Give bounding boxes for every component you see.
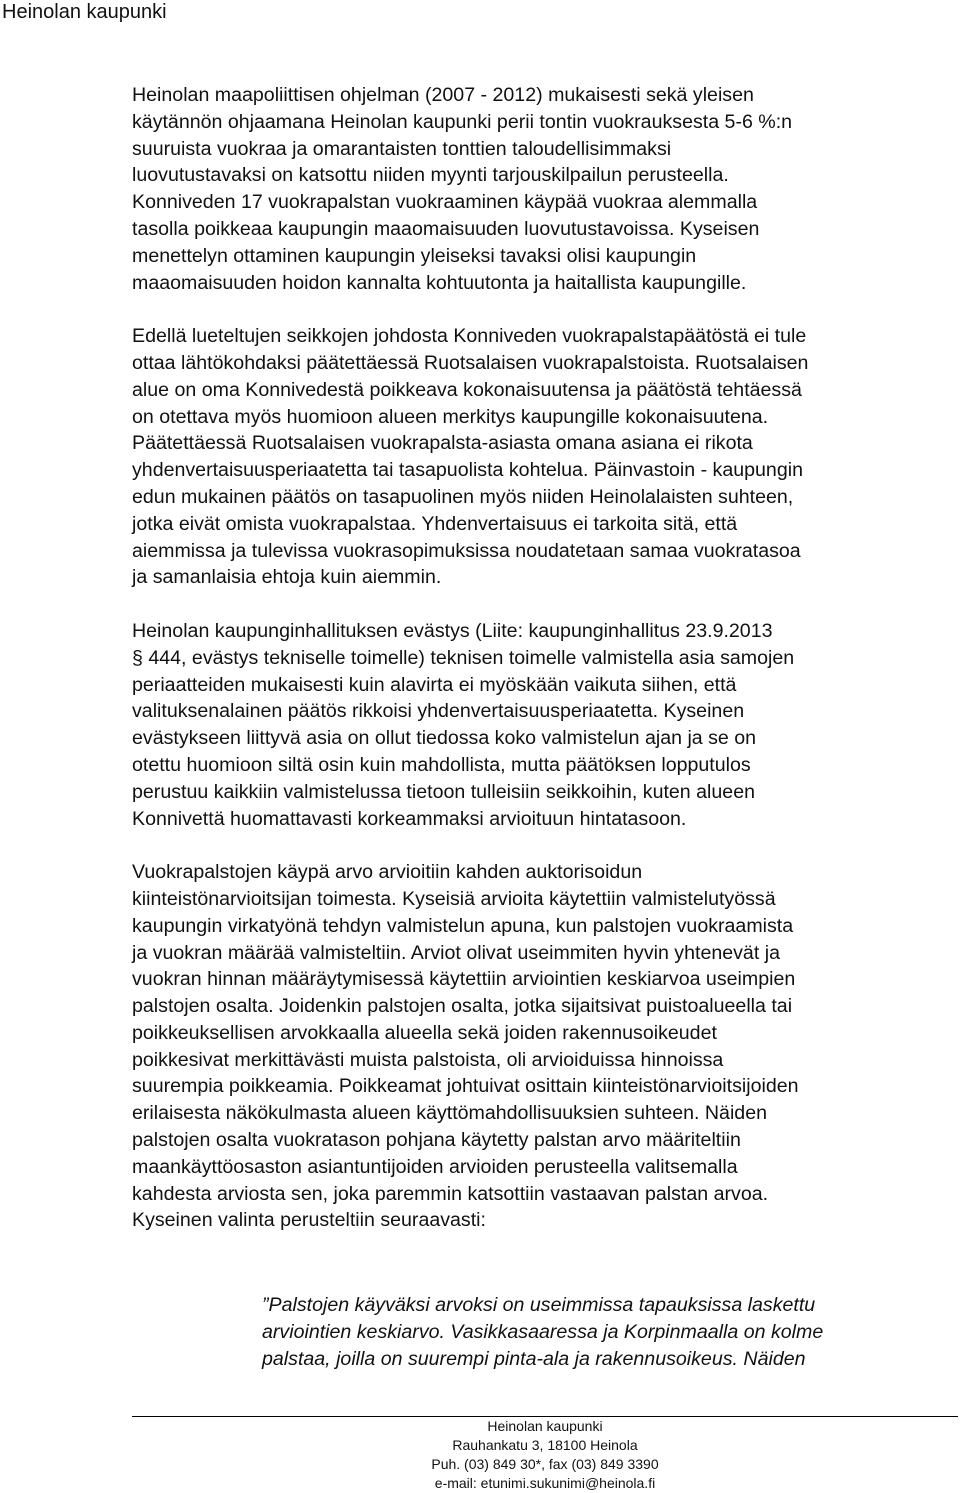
text-line: kahdesta arviosta sen, joka paremmin katsottiin vastaavan palstan arvoa. bbox=[132, 1182, 769, 1205]
block-quote bbox=[262, 1292, 823, 1373]
text-line: § 444, evästys tekniselle toimelle) teknisen toimelle valmistella asia samojen bbox=[132, 646, 795, 669]
text-line: alue on oma Konnivedestä poikkeava kokonaisuutensa ja päätöstä tehtäessä bbox=[132, 378, 802, 401]
text-line: tasolla poikkeaa kaupungin maaomaisuuden luovutustavoissa. Kyseisen bbox=[132, 217, 760, 240]
footer-address: Rauhankatu 3, 18100 Heinola bbox=[452, 1437, 638, 1453]
quote-line: arviointien keskiarvo. Vasikkasaaressa ja Korpinmaalla on kolme bbox=[262, 1321, 824, 1343]
paragraph-city-board-guidance bbox=[132, 618, 960, 832]
text-line: Kyseinen valinta perusteltiin seuraavasti: bbox=[132, 1209, 486, 1232]
text-line: suurempia poikkeamia. Poikkeamat johtuivat osittain kiinteistönarvioitsijoiden bbox=[132, 1075, 799, 1098]
text-line: palstojen osalta vuokratason pohjana käytetty palstan arvo määriteltiin bbox=[132, 1129, 741, 1152]
text-line: Konnivettä huomattavasti korkeammaksi arvioituun hintatasoon. bbox=[132, 807, 687, 830]
paragraph-land-policy bbox=[132, 82, 960, 296]
text-line: ja vuokran määrää valmisteltiin. Arviot olivat useimmiten hyvin yhtenevät ja bbox=[132, 941, 780, 964]
text-line: vuokran hinnan määräytymisessä käytettiin arviointien keskiarvoa useimpien bbox=[132, 968, 796, 991]
text-line: Päätettäessä Ruotsalaisen vuokrapalsta-asiasta omana asiana ei rikota bbox=[132, 432, 753, 455]
page-footer bbox=[132, 1417, 958, 1493]
text-line: erilaisesta näkökulmasta alueen käyttömahdollisuuksien suhteen. Näiden bbox=[132, 1102, 767, 1125]
text-line: Konniveden 17 vuokrapalstan vuokraaminen käypää vuokraa alemmalla bbox=[132, 191, 758, 214]
footer-email: e-mail: etunimi.sukunimi@heinola.fi bbox=[434, 1475, 656, 1491]
paragraph-valuation bbox=[132, 859, 960, 1234]
text-line: kiinteistönarvioitsijan toimesta. Kyseisiä arvioita käytettiin valmistelutyössä bbox=[132, 887, 776, 910]
text-line: jotka eivät omista vuokrapalstaa. Yhdenvertaisuus ei tarkoita sitä, että bbox=[132, 512, 738, 535]
page-header-title: Heinolan kaupunki bbox=[2, 1, 167, 23]
text-line: poikkeuksellisen arvokkaalla alueella sekä joiden rakennusoikeudet bbox=[132, 1021, 717, 1044]
text-line: ottaa lähtökohdaksi päätettäessä Ruotsalaisen vuokrapalstoista. Ruotsalaisen bbox=[132, 351, 809, 374]
footer-phone: Puh. (03) 849 30*, fax (03) 849 3390 bbox=[431, 1456, 659, 1472]
text-line: Heinolan maapoliittisen ohjelman (2007 - 2012) mukaisesti sekä yleisen bbox=[132, 84, 754, 106]
text-line: ja samanlaisia ehtoja kuin aiemmin. bbox=[132, 566, 442, 589]
quote-line: ”Palstojen käyväksi arvoksi on useimmissa tapauksissa laskettu bbox=[262, 1294, 816, 1316]
text-line: edun mukainen päätös on tasapuolinen myös niiden Heinolalaisten suhteen, bbox=[132, 485, 794, 508]
quote-line: palstaa, joilla on suurempi pinta-ala ja rakennusoikeus. Näiden bbox=[262, 1348, 806, 1370]
text-line: periaatteiden mukaisesti kuin alavirta ei myöskään vaikuta siihen, että bbox=[132, 673, 737, 696]
text-line: on otettava myös huomioon alueen merkitys kaupungille kokonaisuutena. bbox=[132, 405, 769, 428]
text-line: evästykseen liittyvä asia on ollut tiedossa koko valmistelun ajan ja se on bbox=[132, 727, 757, 750]
text-line: maaomaisuuden hoidon kannalta kohtuutonta ja haitallista kaupungille. bbox=[132, 271, 747, 294]
text-line: suuruista vuokraa ja omarantaisten tonttien taloudellisimmaksi bbox=[132, 137, 672, 160]
text-line: menettelyn ottaminen kaupungin yleiseksi tavaksi olisi kaupungin bbox=[132, 244, 697, 267]
text-line: poikkesivat merkittävästi muista palstoista, oli arvioiduissa hinnoissa bbox=[132, 1048, 724, 1071]
text-line: aiemmissa ja tulevissa vuokrasopimuksissa noudatetaan samaa vuokratasoa bbox=[132, 539, 801, 562]
text-line: luovutustavaksi on katsottu niiden myynti tarjouskilpailun perusteella. bbox=[132, 164, 729, 187]
text-line: otettu huomioon siltä osin kuin mahdollista, mutta päätöksen lopputulos bbox=[132, 753, 751, 776]
footer-org: Heinolan kaupunki bbox=[487, 1418, 603, 1434]
text-line: maankäyttöosaston asiantuntijoiden arvioiden perusteella valitsemalla bbox=[132, 1155, 738, 1178]
text-line: Edellä lueteltujen seikkojen johdosta Konniveden vuokrapalstapäätöstä ei tule bbox=[132, 325, 807, 348]
text-line: kaupungin virkatyönä tehdyn valmistelun apuna, kun palstojen vuokraamista bbox=[132, 914, 794, 937]
text-line: käytännön ohjaamana Heinolan kaupunki perii tontin vuokrauksesta 5-6 %:n bbox=[132, 110, 793, 133]
text-line: perustuu kaikkiin valmistelussa tietoon tulleisiin seikkoihin, kuten alueen bbox=[132, 780, 755, 803]
document-body bbox=[132, 82, 960, 1234]
text-line: valituksenalainen päätös rikkoisi yhdenvertaisuusperiaatetta. Kyseinen bbox=[132, 700, 745, 723]
text-line: yhdenvertaisuusperiaatetta tai tasapuolista kohtelua. Päinvastoin - kaupungin bbox=[132, 459, 803, 482]
paragraph-konnivesi-decision bbox=[132, 323, 960, 591]
text-line: Heinolan kaupunginhallituksen evästys (Liite: kaupunginhallitus 23.9.2013 bbox=[132, 619, 773, 642]
text-line: Vuokrapalstojen käypä arvo arvioitiin kahden auktorisoidun bbox=[132, 861, 643, 884]
text-line: palstojen osalta. Joidenkin palstojen osalta, jotka sijaitsivat puistoalueella tai bbox=[132, 995, 793, 1018]
